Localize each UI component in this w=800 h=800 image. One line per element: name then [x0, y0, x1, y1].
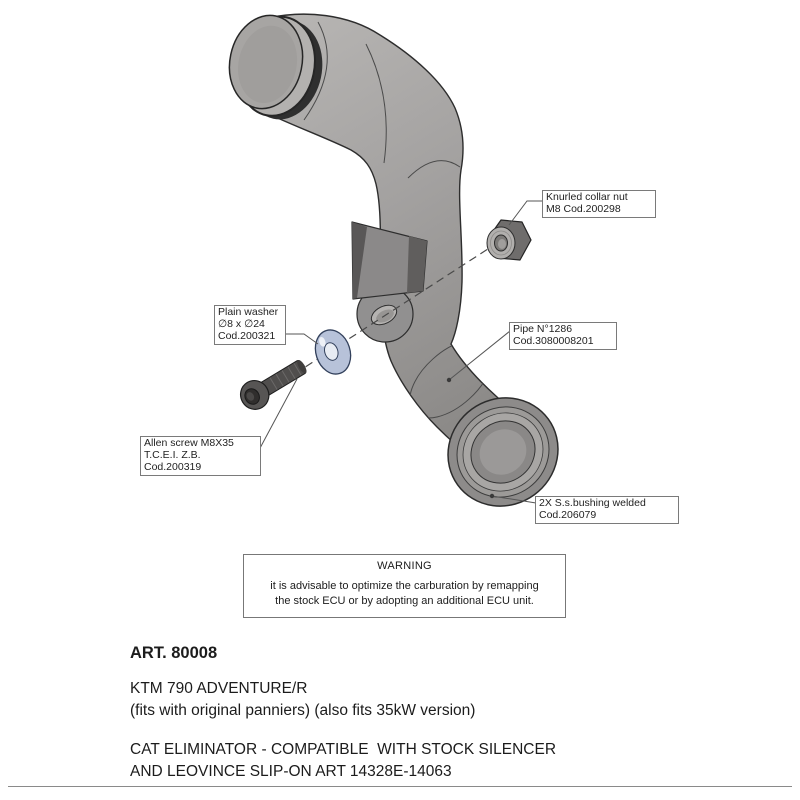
- callout-bushing: [535, 496, 679, 524]
- warning-line-1: it is advisable to optimize the carburation by remapping: [270, 580, 539, 592]
- callout-text: 2X S.s.bushing welded: [539, 497, 646, 509]
- callout-text: T.C.E.I. Z.B.: [144, 448, 201, 461]
- collar-nut: [487, 220, 531, 260]
- leader-plain-washer: [284, 334, 318, 344]
- plain-washer: [310, 325, 356, 378]
- callout-text: Allen screw M8X35: [144, 437, 234, 449]
- callout-text: Pipe N°1286: [513, 323, 573, 335]
- warning-box: [243, 554, 566, 618]
- callout-text: Cod.200319: [144, 460, 202, 473]
- warning-title: WARNING: [377, 560, 432, 572]
- callout-knurled-collar-nut: [542, 190, 656, 218]
- callout-text: Knurled collar nut: [546, 191, 628, 203]
- product-description-line-1: CAT ELIMINATOR - COMPATIBLE WITH STOCK SILENCER: [130, 741, 557, 758]
- callout-text: Plain washer: [218, 306, 279, 318]
- callout-text: M8 Cod.200298: [546, 202, 621, 215]
- allen-screw: [235, 353, 312, 415]
- callout-plain-washer: [214, 305, 286, 345]
- fitment-note: (fits with original panniers) (also fits 35kW version): [130, 702, 476, 719]
- callout-text: Cod.206079: [539, 508, 597, 521]
- callout-text: Cod.200321: [218, 329, 276, 342]
- callout-text: Cod.3080008201: [513, 334, 594, 347]
- product-description-line-2: AND LEOVINCE SLIP-ON ART 14328E-14063: [130, 763, 452, 780]
- warning-line-2: the stock ECU or by adopting an additional ECU unit.: [275, 595, 534, 608]
- article-number: ART. 80008: [130, 644, 218, 662]
- callout-allen-screw: [140, 436, 261, 476]
- bottom-divider: [8, 786, 792, 787]
- callout-text: ∅8 x ∅24: [218, 317, 265, 330]
- callout-pipe: [509, 322, 617, 350]
- model-name: KTM 790 ADVENTURE/R: [130, 680, 308, 697]
